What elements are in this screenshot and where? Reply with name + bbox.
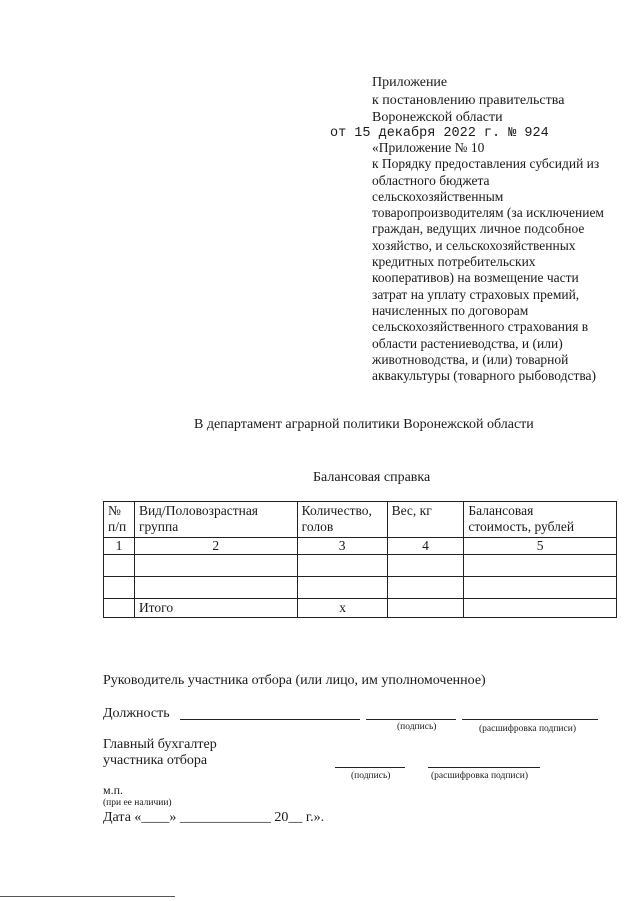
header-cell-quantity: Количество, голов	[297, 502, 387, 538]
seal-place-label: м.п.	[103, 783, 124, 797]
position-line[interactable]	[180, 719, 360, 720]
header-cell-balance-value: Балансовая стоимость, рублей	[464, 502, 617, 538]
table-cell[interactable]	[134, 555, 297, 577]
appendix-line: сельскохозяйственного страхования в	[372, 319, 589, 335]
balance-table	[103, 501, 617, 618]
signature-line[interactable]	[366, 719, 456, 720]
table-row	[104, 577, 617, 599]
header-cell-number: № п/п	[104, 502, 135, 538]
appendix-line: к Порядку предоставления субсидий из	[372, 156, 600, 172]
appendix-line: кредитных потребительских	[372, 254, 536, 270]
signature-decode-caption: (расшифровка подписи)	[479, 724, 576, 734]
header-cell-type: Вид/Половозрастная группа	[134, 502, 297, 538]
appendix-line: области растениеводства, и (или)	[372, 335, 563, 351]
table-cell[interactable]	[387, 577, 464, 599]
table-cell[interactable]	[464, 555, 617, 577]
appendix-line: областного бюджета	[372, 172, 490, 188]
total-label: Итого	[134, 599, 297, 618]
chief-accountant-label-2: участника отбора	[103, 753, 208, 768]
column-number: 1	[104, 538, 135, 555]
table-cell[interactable]	[104, 577, 135, 599]
header-line-appendix: Приложение	[372, 75, 448, 90]
table-number-row	[104, 538, 617, 555]
position-label: Должность	[103, 706, 170, 721]
appendix-line: хозяйство, и сельскохозяйственных	[372, 237, 576, 253]
bottom-divider	[0, 896, 175, 897]
appendix-line: животноводства, и (или) товарной	[372, 351, 569, 367]
column-number: 3	[297, 538, 387, 555]
addressee: В департамент аграрной политики Воронежской области	[194, 417, 534, 432]
document-title: Балансовая справка	[313, 470, 431, 485]
table-cell[interactable]	[387, 555, 464, 577]
chief-accountant-label: Главный бухгалтер	[103, 737, 217, 752]
total-quantity: х	[297, 599, 387, 618]
chief-signature-decode-caption: (расшифровка подписи)	[431, 771, 528, 781]
manager-caption: Руководитель участника отбора (или лицо, им уполномоченное)	[103, 673, 486, 688]
appendix-block	[372, 140, 622, 384]
table-cell[interactable]	[104, 555, 135, 577]
table-total-row	[104, 599, 617, 618]
table-header-row	[104, 502, 617, 538]
table-cell[interactable]	[297, 555, 387, 577]
date-field[interactable]: Дата «____» _____________ 20__ г.».	[103, 810, 325, 825]
seal-place-note: (при ее наличии)	[103, 798, 172, 808]
appendix-line: затрат на уплату страховых премий,	[372, 286, 580, 302]
appendix-line: «Приложение № 10	[372, 140, 485, 155]
table-cell[interactable]	[464, 599, 617, 618]
signature-decode-line[interactable]	[462, 719, 598, 720]
table-cell[interactable]	[387, 599, 464, 618]
header-cell-weight: Вес, кг	[387, 502, 464, 538]
appendix-line: граждан, ведущих личное подсобное	[372, 221, 585, 237]
chief-signature-caption: (подпись)	[351, 771, 391, 781]
appendix-line: начисленных по договорам	[372, 302, 529, 318]
column-number: 5	[464, 538, 617, 555]
header-order-stamp: от 15 декабря 2022 г. № 924	[330, 126, 549, 141]
column-number: 4	[387, 538, 464, 555]
appendix-line: аквакультуры (товарного рыбоводства)	[372, 368, 597, 384]
appendix-line: товаропроизводителям (за исключением	[372, 205, 604, 221]
appendix-line: сельскохозяйственным	[372, 188, 504, 204]
table-cell[interactable]	[297, 577, 387, 599]
table-cell[interactable]	[134, 577, 297, 599]
chief-signature-decode-line[interactable]	[428, 767, 540, 768]
table-row	[104, 555, 617, 577]
column-number: 2	[134, 538, 297, 555]
table-cell[interactable]	[464, 577, 617, 599]
chief-signature-line[interactable]	[335, 767, 405, 768]
header-line-resolution: к постановлению правительства	[372, 93, 565, 108]
header-line-region: Воронежской области	[372, 110, 503, 125]
signature-caption: (подпись)	[397, 722, 437, 732]
appendix-line: кооперативов) на возмещение части	[372, 270, 579, 286]
table-cell[interactable]	[104, 599, 135, 618]
